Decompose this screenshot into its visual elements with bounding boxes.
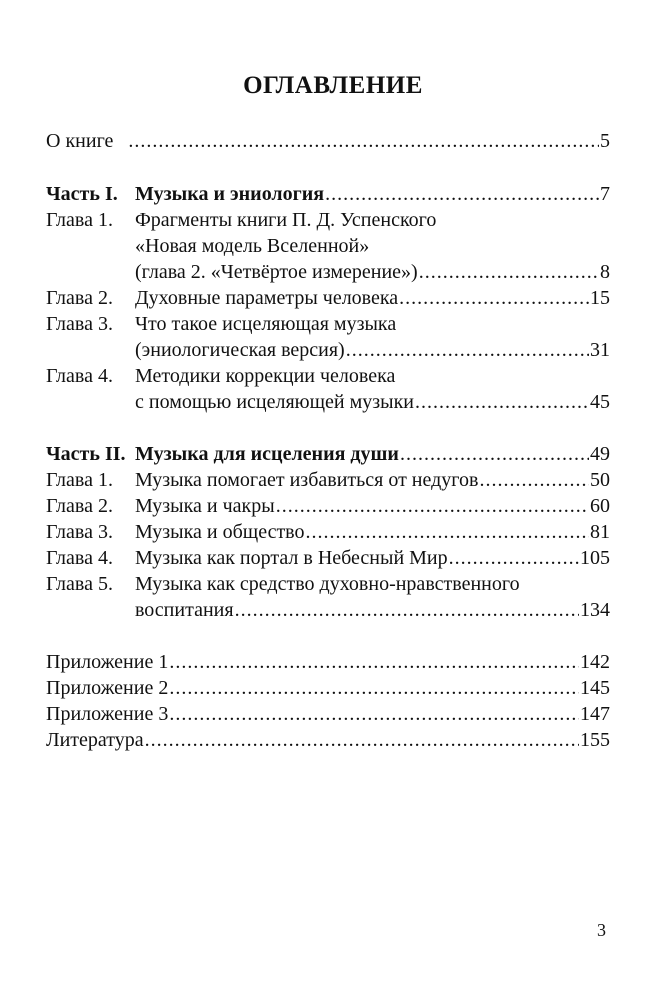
chapter-title-line: воспитания bbox=[135, 599, 234, 621]
toc-chapter-2-4 bbox=[135, 545, 610, 571]
toc-page-number: 50 bbox=[590, 469, 610, 491]
toc-page-number: 15 bbox=[590, 287, 610, 309]
chapter-title-line: (эниологическая версия) bbox=[135, 339, 345, 361]
leader-dots bbox=[169, 649, 579, 675]
toc-chapter-1-4 bbox=[135, 389, 610, 415]
toc-page-number: 45 bbox=[590, 391, 610, 413]
toc-page-number: 145 bbox=[580, 677, 610, 699]
leader-dots bbox=[325, 181, 599, 207]
toc-page-number: 31 bbox=[590, 339, 610, 361]
toc-entry-about bbox=[46, 128, 610, 154]
leader-dots bbox=[235, 597, 579, 623]
appendix-label: Приложение 2 bbox=[46, 677, 169, 699]
toc-chapter-2-2 bbox=[135, 493, 610, 519]
toc-chapter-1-1 bbox=[135, 259, 610, 285]
chapter-title-line: Музыка помогает избавиться от недугов bbox=[135, 469, 479, 491]
leader-dots bbox=[145, 727, 579, 753]
chapter-title-line: с помощью исцеляющей музыки bbox=[135, 391, 414, 413]
toc-page-number: 142 bbox=[580, 651, 610, 673]
leader-dots bbox=[306, 519, 590, 545]
part-label: Часть I. bbox=[46, 183, 118, 205]
toc-chapter-2-3 bbox=[135, 519, 610, 545]
leader-dots bbox=[276, 493, 589, 519]
part-title: Музыка и эниология bbox=[135, 183, 325, 205]
leader-dots bbox=[449, 545, 579, 571]
chapter-title-line: Духовные параметры человека bbox=[135, 287, 399, 309]
part-title: Музыка для исцеления души bbox=[135, 443, 399, 465]
toc-part-1 bbox=[135, 181, 610, 207]
chapter-title-line: Фрагменты книги П. Д. Успенского bbox=[135, 209, 437, 231]
chapter-title-line: Что такое исцеляющая музыка bbox=[135, 313, 397, 335]
leader-dots bbox=[346, 337, 589, 363]
toc-chapter-1-2 bbox=[135, 285, 610, 311]
chapter-label: Глава 3. bbox=[46, 521, 113, 543]
toc-chapter-2-5 bbox=[135, 597, 610, 623]
chapter-label: Глава 5. bbox=[46, 573, 113, 595]
appendix-label: Приложение 1 bbox=[46, 651, 169, 673]
leader-dots bbox=[169, 675, 579, 701]
chapter-title-line: Музыка как портал в Небесный Мир bbox=[135, 547, 448, 569]
toc-page-number: 134 bbox=[580, 599, 610, 621]
toc-appendix-1 bbox=[46, 649, 610, 675]
chapter-title-line: (глава 2. «Четвёртое измерение») bbox=[135, 261, 418, 283]
chapter-label: Глава 3. bbox=[46, 313, 113, 335]
toc-appendix-2 bbox=[46, 675, 610, 701]
appendix-label: Приложение 3 bbox=[46, 703, 169, 725]
chapter-label: Глава 2. bbox=[46, 495, 113, 517]
chapter-title-line: Методики коррекции человека bbox=[135, 365, 396, 387]
toc-entry-label: О книге bbox=[46, 130, 114, 152]
chapter-label: Глава 1. bbox=[46, 209, 113, 231]
page-title: ОГЛАВЛЕНИЕ bbox=[243, 72, 423, 99]
chapter-label: Глава 4. bbox=[46, 547, 113, 569]
toc-appendix-3 bbox=[46, 701, 610, 727]
toc-page-number: 147 bbox=[580, 703, 610, 725]
toc-chapter-1-3 bbox=[135, 337, 610, 363]
leader-dots bbox=[169, 701, 579, 727]
chapter-title-line: Музыка и чакры bbox=[135, 495, 275, 517]
toc-chapter-2-1 bbox=[135, 467, 610, 493]
toc-page-number: 5 bbox=[600, 130, 610, 152]
leader-dots bbox=[479, 467, 589, 493]
chapter-title-line: Музыка как средство духовно-нравственного bbox=[135, 573, 520, 595]
leader-dots bbox=[415, 389, 589, 415]
toc-page-number: 7 bbox=[600, 183, 610, 205]
part-label: Часть II. bbox=[46, 443, 126, 465]
toc-page-number: 49 bbox=[590, 443, 610, 465]
chapter-label: Глава 1. bbox=[46, 469, 113, 491]
toc-page-number: 155 bbox=[580, 729, 610, 751]
leader-dots bbox=[419, 259, 599, 285]
chapter-title-line: «Новая модель Вселенной» bbox=[135, 235, 370, 257]
toc-page-number: 60 bbox=[590, 495, 610, 517]
toc-literature bbox=[46, 727, 610, 753]
leader-dots bbox=[128, 128, 599, 154]
leader-dots bbox=[399, 285, 589, 311]
chapter-label: Глава 2. bbox=[46, 287, 113, 309]
chapter-title-line: Музыка и общество bbox=[135, 521, 305, 543]
appendix-label: Литература bbox=[46, 729, 144, 751]
toc-page-number: 81 bbox=[590, 521, 610, 543]
leader-dots bbox=[400, 441, 589, 467]
toc-page-number: 105 bbox=[580, 547, 610, 569]
toc-part-2 bbox=[135, 441, 610, 467]
page-number: 3 bbox=[597, 920, 606, 940]
chapter-label: Глава 4. bbox=[46, 365, 113, 387]
toc-page-number: 8 bbox=[600, 261, 610, 283]
